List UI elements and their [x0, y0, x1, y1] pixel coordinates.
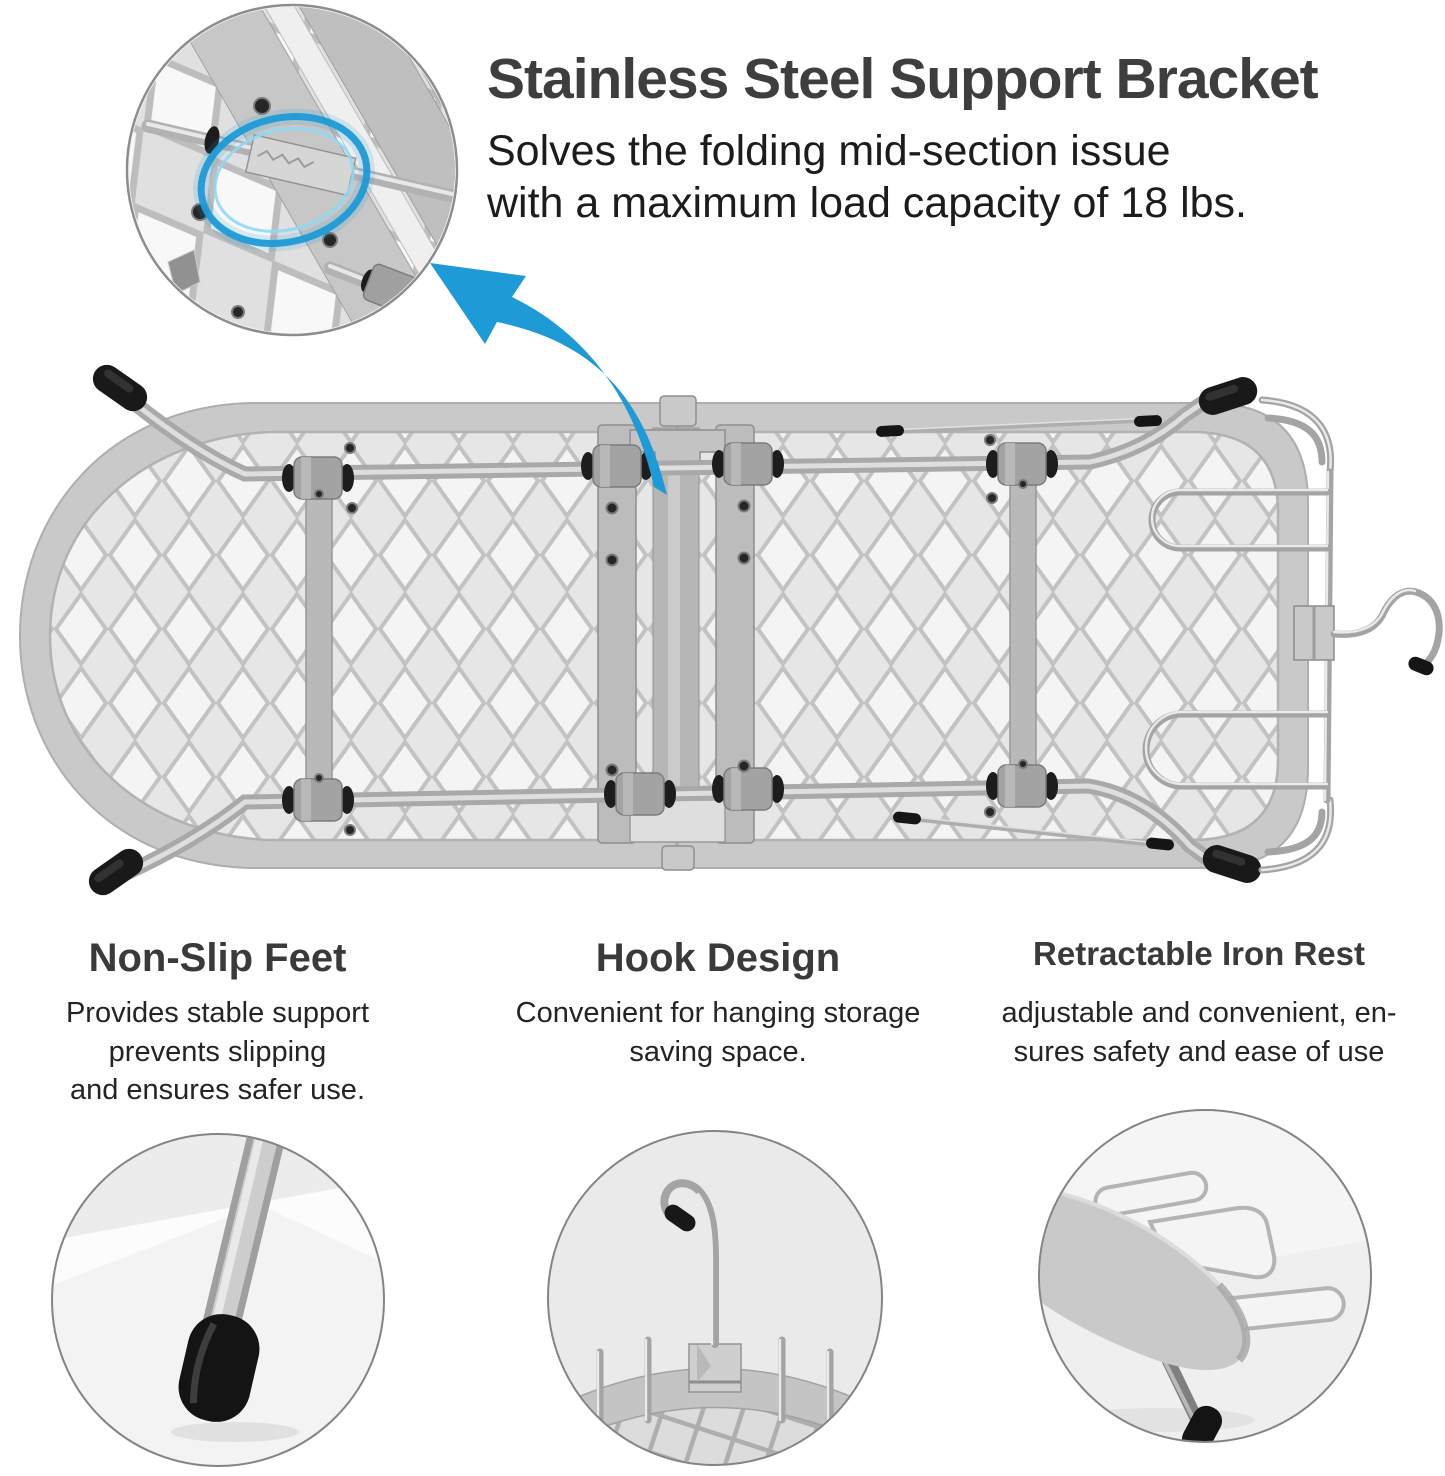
iron-rest-closeup-circle — [1038, 1110, 1371, 1459]
hero-subtitle-line-2: with a maximum load capacity of 18 lbs. — [487, 179, 1247, 228]
ironing-board-photo — [20, 359, 1439, 900]
feature-columns — [0, 936, 1445, 1106]
feature-body: Provides stable support prevents slipping and ensures safer use. — [65, 997, 370, 1107]
hook-closeup-circle — [540, 1131, 890, 1470]
feature-title: Hook Design — [595, 936, 841, 980]
hero-text-block — [487, 48, 1407, 230]
hero-subtitle — [487, 125, 1407, 230]
feature-body: adjustable and convenient, en- sures safety and ease of use — [1001, 997, 1397, 1068]
page-title: Stainless Steel Support Bracket — [487, 47, 1318, 111]
feature-title: Non-Slip Feet — [88, 936, 347, 980]
hook-clip — [689, 1344, 741, 1392]
feature-non-slip-feet — [20, 936, 415, 1110]
hanging-hook — [1334, 590, 1439, 677]
feature-title: Retractable Iron Rest — [1033, 935, 1365, 972]
feature-body: Convenient for hanging storage saving space. — [515, 997, 921, 1068]
feature-hook-design — [468, 936, 968, 1071]
hero-subtitle-line-1: Solves the folding mid-section issue — [487, 126, 1171, 175]
foot-closeup-circle — [52, 1130, 384, 1466]
feature-retractable-iron-rest — [968, 936, 1430, 1071]
